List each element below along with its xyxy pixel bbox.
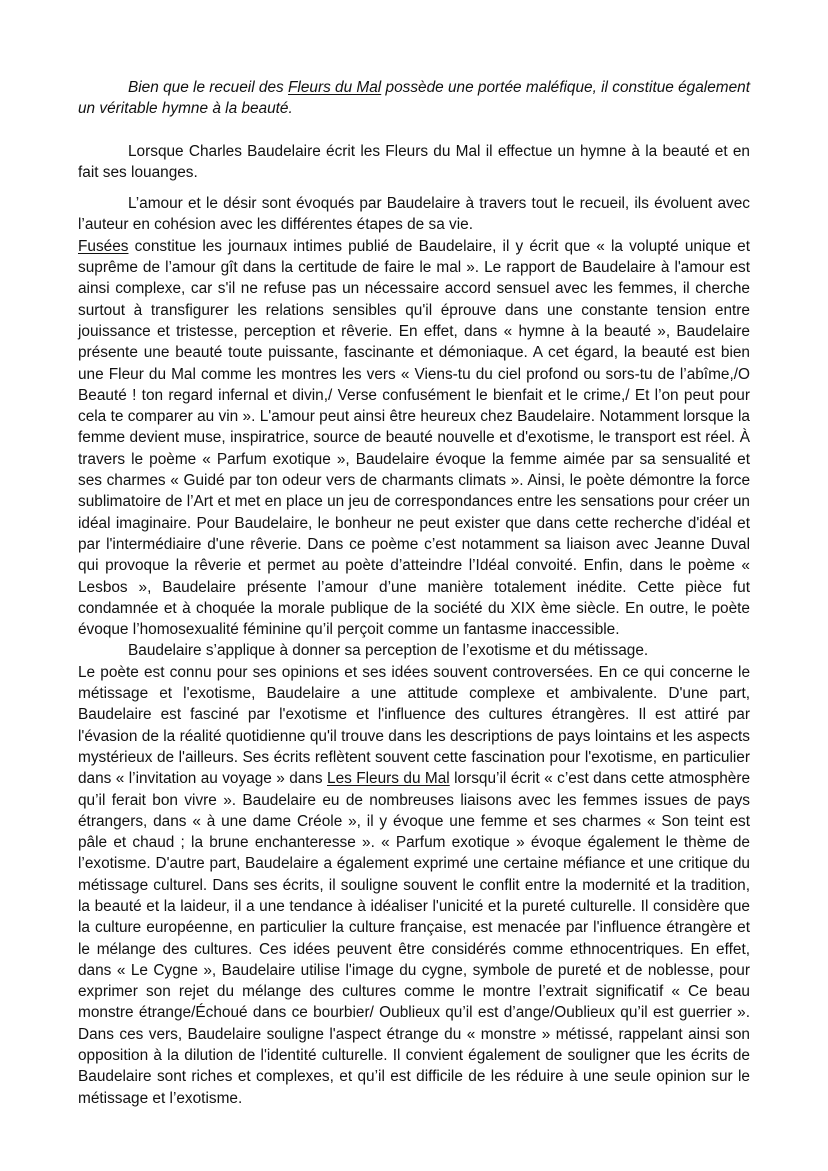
paragraph-fusees [78,236,750,641]
intro-text-start: Bien que le recueil des [128,79,288,96]
intro-text-end: possède une portée maléfique, il constitue également un véritable hymne à la beauté. [78,79,750,118]
paragraph-metissage [78,662,750,1109]
work-title-fleurs-du-mal: Fleurs du Mal [288,79,382,96]
intro-paragraph [78,77,750,120]
paragraph-hymne: Lorsque Charles Baudelaire écrit les Fleurs du Mal il effectue un hymne à la beauté et en fait ses louanges. [78,142,750,181]
paragraph-amour-desir: L’amour et le désir sont évoqués par Baudelaire à travers tout le recueil, ils évoluent avec l’auteur en cohésion avec les différentes étapes de sa vie. [78,195,750,234]
paragraph-exotisme-intro: Baudelaire s’applique à donner sa perception de l’exotisme et du métissage. [128,642,649,660]
paragraph-metissage-text-a: Le poète est connu pour ses opinions et ses idées souvent controversées. En ce qui concerne le métissage et l'exotisme, Baudelaire a une attitude complexe et ambivalente. D'une part, Baudelaire est fasciné par l'exotisme et l'influence des cultures étrangères. Il est attiré par l'évasion de la réalité quotidienne qu'il trouve dans les descriptions de pays lointains et les aspects mystérieux de l'ailleurs. Ses écrits reflètent souvent cette fascination pour l'exotisme, en particulier dans « l’invitation au voyage » dans [78,663,750,788]
work-title-fusees: Fusées [78,237,129,255]
paragraph-fusees-text: constitue les journaux intimes publié de Baudelaire, il y écrit que « la volupté unique et suprême de l’amour gît dans la certitude de faire le mal ». Le rapport de Baudelaire à l'amour est ainsi complexe, car s'il ne refuse pas un nécessaire accord sensuel avec les femmes, il cherche surtout à transfigurer les relations sensibles qu'il éprouve dans une constante tension entre jouissance et tristesse, perception et rêverie. En effet, dans « hymne à la beauté », Baudelaire présente une beauté toute puissante, fascinante et démoniaque. A cet égard, la beauté est bien une Fleur du Mal comme les montres les vers « Viens-tu du ciel profond ou sors-tu de l’abîme,/O Beauté ! ton regard infernal et divin,/ Verse confusément le bienfait et le crime,/ Et l’on peut pour cela te comparer au vin ». L'amour peut ainsi être heureux chez Baudelaire. Notamment lorsque la femme devient muse, inspiratrice, source de beauté nouvelle et d'exotisme, le transport est réel. À travers le poème « Parfum exotique », Baudelaire évoque la femme aimée par sa sensualité et ses charmes « Guidé par ton odeur vers de charmants climats ». Ainsi, le poète démontre la force sublimatoire de l’Art et met en place un jeu de correspondances entre les sensations pour créer un idéal imaginaire. Pour Baudelaire, le bonheur ne peut exister que dans cette recherche d'idéal et par l'intermédiaire d'une rêverie. Dans ce poème c’est notamment sa liaison avec Jeanne Duval qui provoque la rêverie et permet au poète d’atteindre l’Idéal convoité. Enfin, dans le poème « Lesbos », Baudelaire présente l’amour d’une manière totalement inédite. Cette pièce fut condamnée et à choquée la morale publique de la société du XIX ème siècle. En outre, le poète évoque l’homosexualité féminine qu’il perçoit comme un fantasme inaccessible. [78,237,750,639]
paragraph-metissage-text-b: lorsqu’il écrit « c’est dans cette atmosphère qu’il ferait bon vivre ». Baudelaire eu de nombreuses liaisons avec les femmes issues de pays étrangers, dans « à une dame Créole », il y évoque une femme et ses charmes « Son teint est pâle et chaud ; la brune enchanteresse ». « Parfum exotique » évoque également le thème de l’exotisme. D'autre part, Baudelaire a également exprimé une certaine méfiance et une critique du métissage culturel. Dans ses écrits, il souligne souvent le conflit entre la modernité et la tradition, la beauté et la laideur, il a une tendance à idéaliser l'unicité et la pureté culturelle. Il considère que la culture européenne, en particulier la culture française, est menacée par l'influence étrangère et le mélange des cultures. Ces idées peuvent être considérés comme ethnocentriques. En effet, dans « Le Cygne », Baudelaire utilise l'image du cygne, symbole de pureté et de noblesse, pour exprimer son rejet du mélange des cultures comme le montre l’extrait significatif « Ce beau monstre étrange/Échoué dans ce bourbier/ Oublieux qu’il est d’ange/Oublieux qu’il est guerrier ». Dans ces vers, Baudelaire souligne l'aspect étrange du « monstre » métissé, rappelant ainsi son opposition à la dilution de l'identité culturelle. Il convient également de souligner que les écrits de Baudelaire sont riches et complexes, et qu’il est difficile de les réduire à une seule opinion sur le métissage et l’exotisme. [78,770,750,1107]
work-title-les-fleurs-du-mal: Les Fleurs du Mal [327,770,450,788]
